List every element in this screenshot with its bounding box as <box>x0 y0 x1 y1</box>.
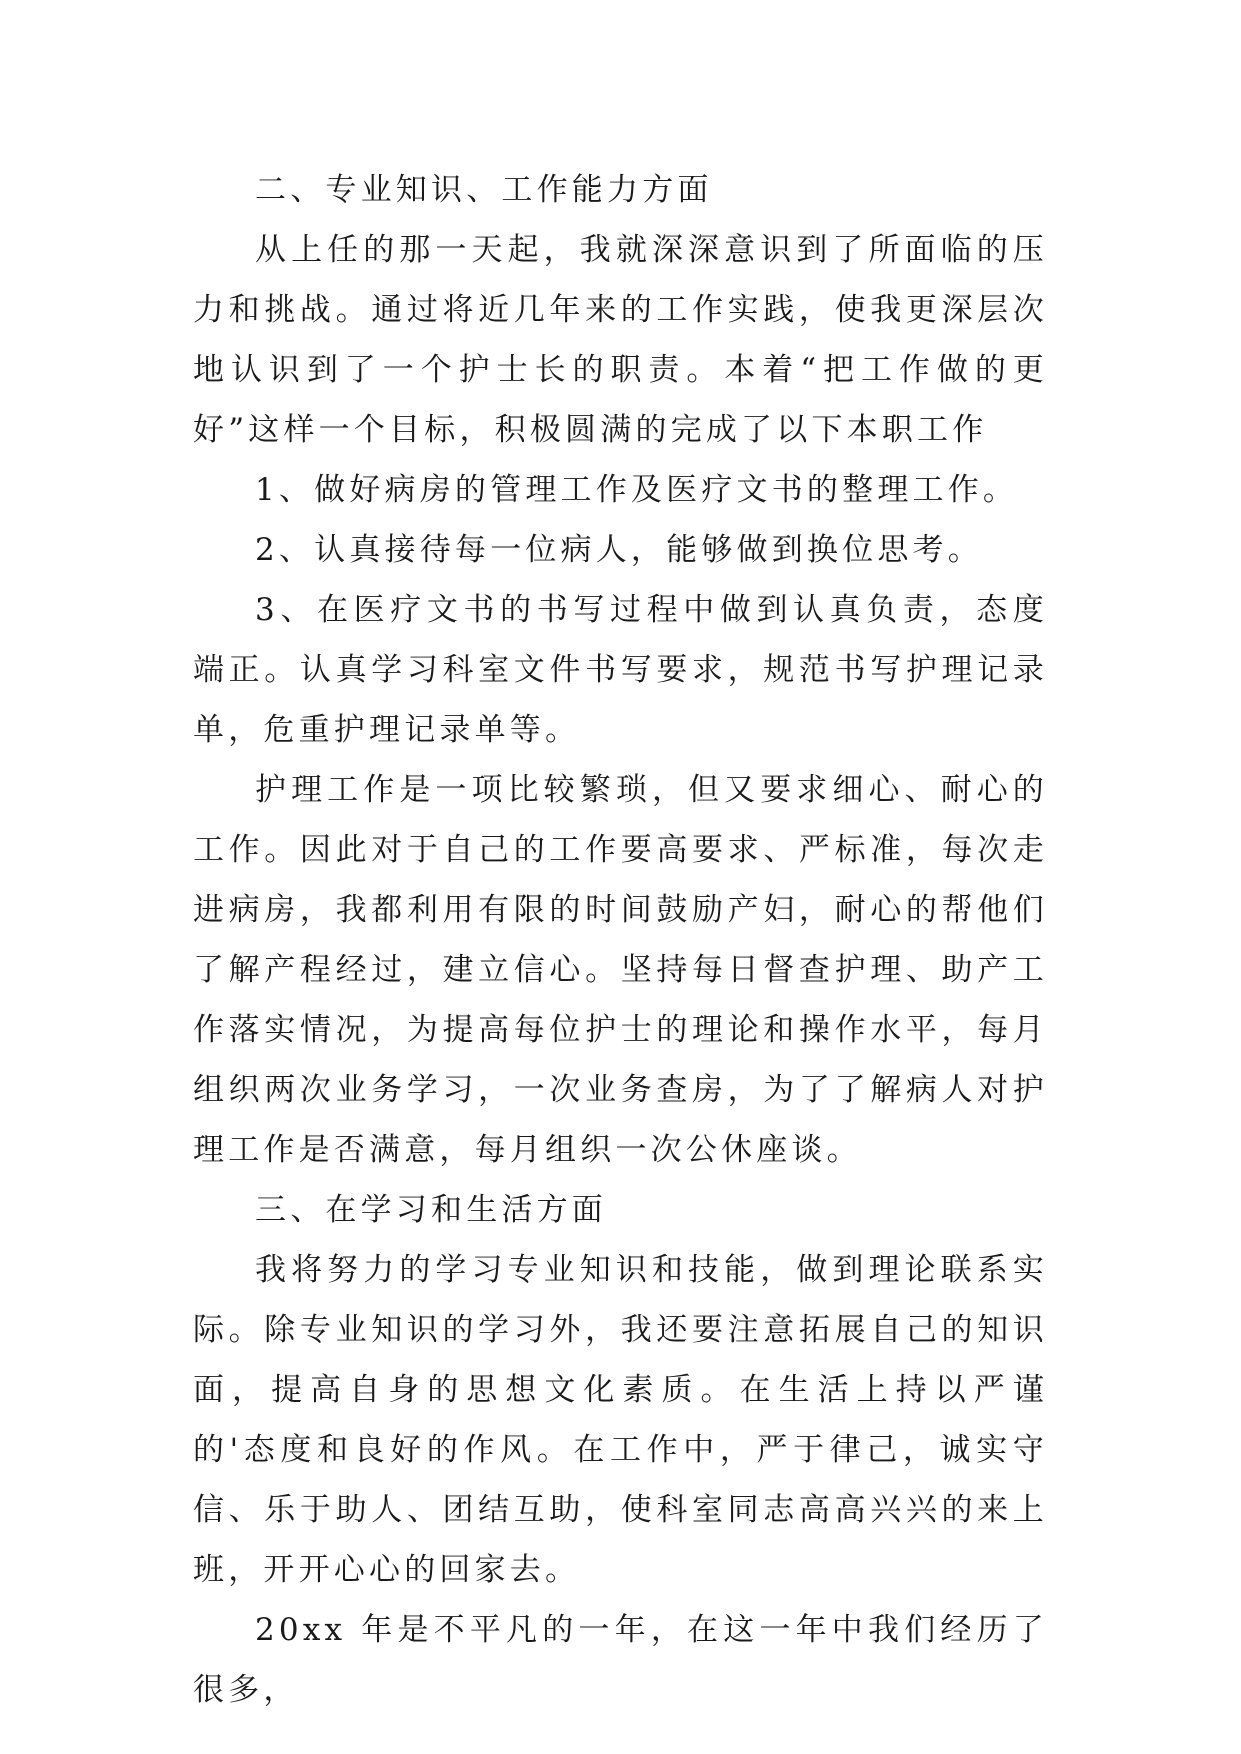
section-heading-study-life: 三、在学习和生活方面 <box>255 1192 607 1228</box>
list-item-2: 2、认真接待每一位病人，能够做到换位思考。 <box>255 532 983 568</box>
paragraph-intro: 从上任的那一天起，我就深深意识到了所面临的压力和挑战。通过将近几年来的工作实践，使我更深层次地认识到了一个护士长的职责。本着“把工作做的更好”这样一个目标，积极圆满的完成了以下本职工作 <box>193 232 1048 448</box>
section-heading-professional: 二、专业知识、工作能力方面 <box>255 172 713 208</box>
list-item-3: 3、在医疗文书的书写过程中做到认真负责，态度端正。认真学习科室文件书写要求，规范书写护理记录单，危重护理记录单等。 <box>193 592 1048 748</box>
paragraph-study: 我将努力的学习专业知识和技能，做到理论联系实际。除专业知识的学习外，我还要注意拓展自己的知识面，提高自身的思想文化素质。在生活上持以严谨的'态度和良好的作风。在工作中，严于律己，诚实守信、乐于助人、团结互助，使科室同志高高兴兴的来上班，开开心心的回家去。 <box>193 1252 1048 1588</box>
document-body <box>193 160 1048 1720</box>
list-item-1: 1、做好病房的管理工作及医疗文书的整理工作。 <box>255 472 1019 508</box>
paragraph-nursing-work: 护理工作是一项比较繁琐，但又要求细心、耐心的工作。因此对于自己的工作要高要求、严标准，每次走进病房，我都利用有限的时间鼓励产妇，耐心的帮他们了解产程经过，建立信心。坚持每日督查护理、助产工作落实情况，为提高每位护士的理论和操作水平，每月组织两次业务学习，一次业务查房，为了了解病人对护理工作是否满意，每月组织一次公休座谈。 <box>193 772 1048 1168</box>
paragraph-year-summary: 20xx 年是不平凡的一年，在这一年中我们经历了很多， <box>193 1612 1048 1708</box>
